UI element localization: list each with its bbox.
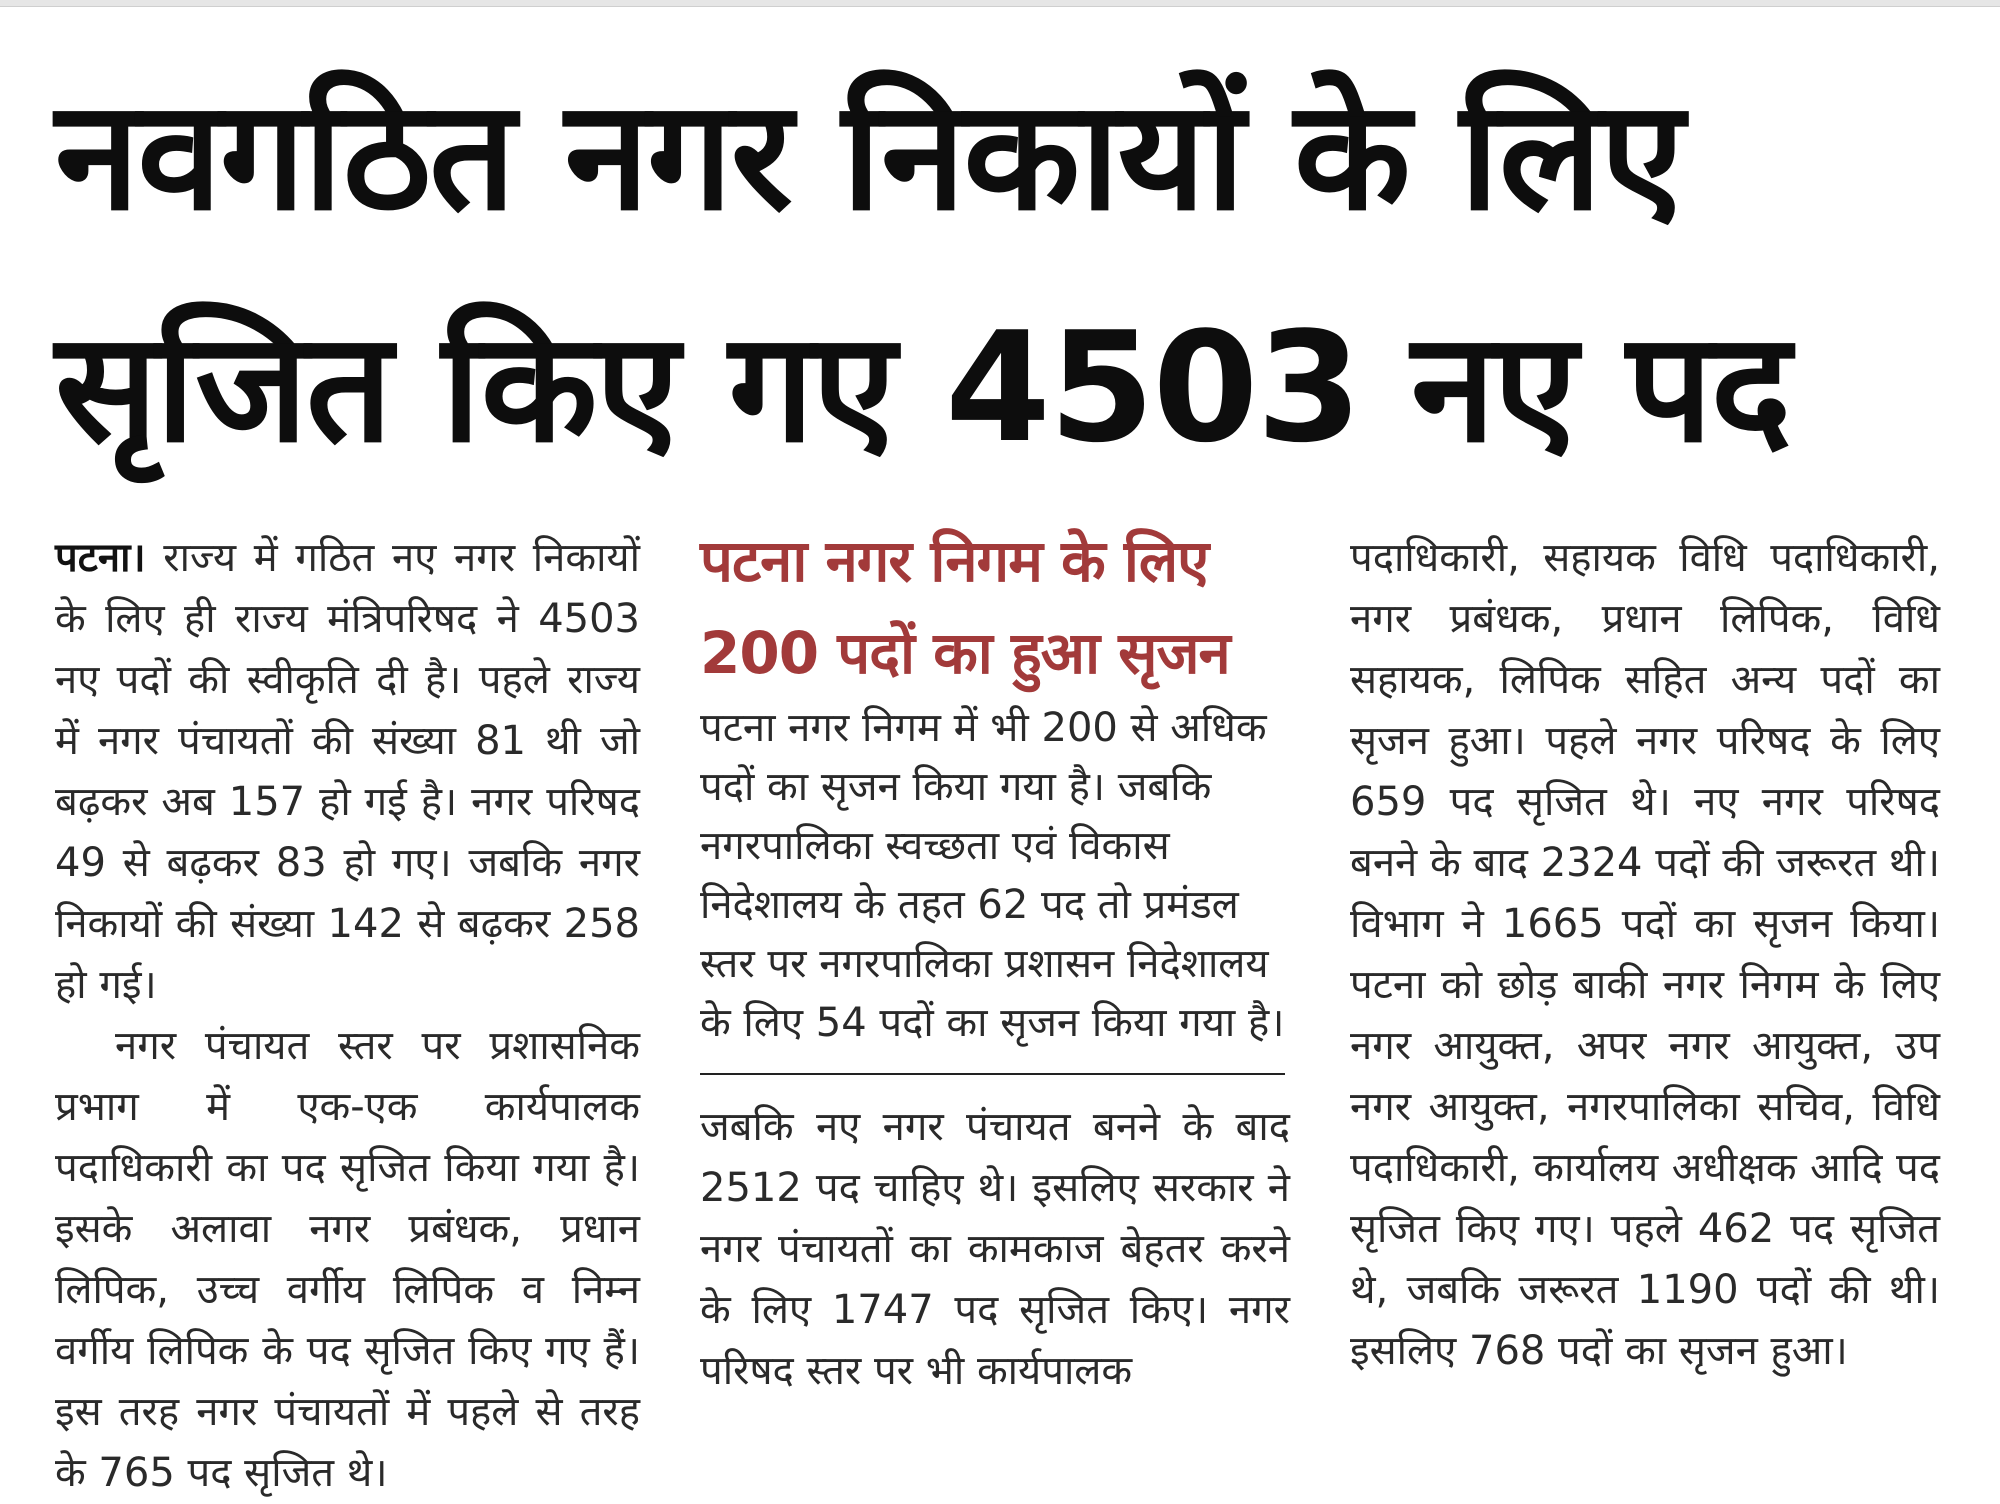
headline [55, 40, 1955, 504]
subheadline-line-1: पटना नगर निगम के लिए [700, 527, 1209, 595]
column-3-paragraph: पदाधिकारी, सहायक विधि पदाधिकारी, नगर प्रबंधक, प्रधान लिपिक, विधि सहायक, लिपिक सहित अन्य पदों का सृजन हुआ। पहले नगर परिषद के लिए 659 पद सृजित थे। नए नगर परिषद बनने के बाद 2324 पदों की जरूरत थी। विभाग ने 1665 पदों का सृजन किया। पटना को छोड़ बाकी नगर निगम के लिए नगर आयुक्त, अपर नगर आयुक्त, उप नगर आयुक्त, नगरपालिका सचिव, विधि पदाधिकारी, कार्यालय अधीक्षक आदि पद सृजित किए गए। पहले 462 पद सृजित थे, जबकि जरूरत 1190 पदों की थी। इसलिए 768 पदों का सृजन हुआ। [1350, 535, 1940, 1374]
top-border [0, 0, 2000, 7]
article-column-3 [1350, 528, 1940, 1382]
subheadline-line-2: 200 पदों का हुआ सृजन [700, 619, 1230, 687]
second-paragraph: नगर पंचायत स्तर पर प्रशासनिक प्रभाग में एक-एक कार्यपालक पदाधिकारी का पद सृजित किया गया है। इसके अलावा नगर प्रबंधक, प्रधान लिपिक, उच्च वर्गीय लिपिक व निम्न वर्गीय लिपिक के पद सृजित किए गए हैं। इस तरह नगर पंचायतों में पहले से तरह के 765 पद सृजित थे। [55, 1023, 640, 1496]
subhead-box-text: पटना नगर निगम में भी 200 से अधिक पदों का सृजन किया गया है। जबकि नगरपालिका स्वच्छता एवं विकास निदेशालय के तहत 62 पद तो प्रमंडल स्तर पर नगरपालिका प्रशासन निदेशालय के लिए 54 पदों का सृजन किया गया है। [700, 705, 1285, 1046]
article-column-1 [55, 528, 640, 1504]
section-divider [700, 1073, 1285, 1075]
intro-paragraph [55, 528, 640, 1016]
article-column-2 [700, 515, 1290, 1402]
column-2-paragraph: जबकि नए नगर पंचायत बनने के बाद 2512 पद चाहिए थे। इसलिए सरकार ने नगर पंचायतों का कामकाज बेहतर करने के लिए 1747 पद सृजित किए। नगर परिषद स्तर पर भी कार्यपालक [700, 1104, 1290, 1394]
headline-line-2: सृजित किए गए 4503 नए पद [55, 299, 1790, 476]
dateline: पटना। [55, 535, 146, 581]
intro-paragraph-text: राज्य में गठित नए नगर निकायों के लिए ही राज्य मंत्रिपरिषद ने 4503 नए पदों की स्वीकृति दी है। पहले राज्य में नगर पंचायतों की संख्या 81 थी जो बढ़कर अब 157 हो गई है। नगर परिषद 49 से बढ़कर 83 हो गए। जबकि नगर निकायों की संख्या 142 से बढ़कर 258 हो गई। [55, 535, 640, 1008]
subheadline [700, 515, 1290, 699]
headline-line-1: नवगठित नगर निकायों के लिए [55, 67, 1683, 244]
